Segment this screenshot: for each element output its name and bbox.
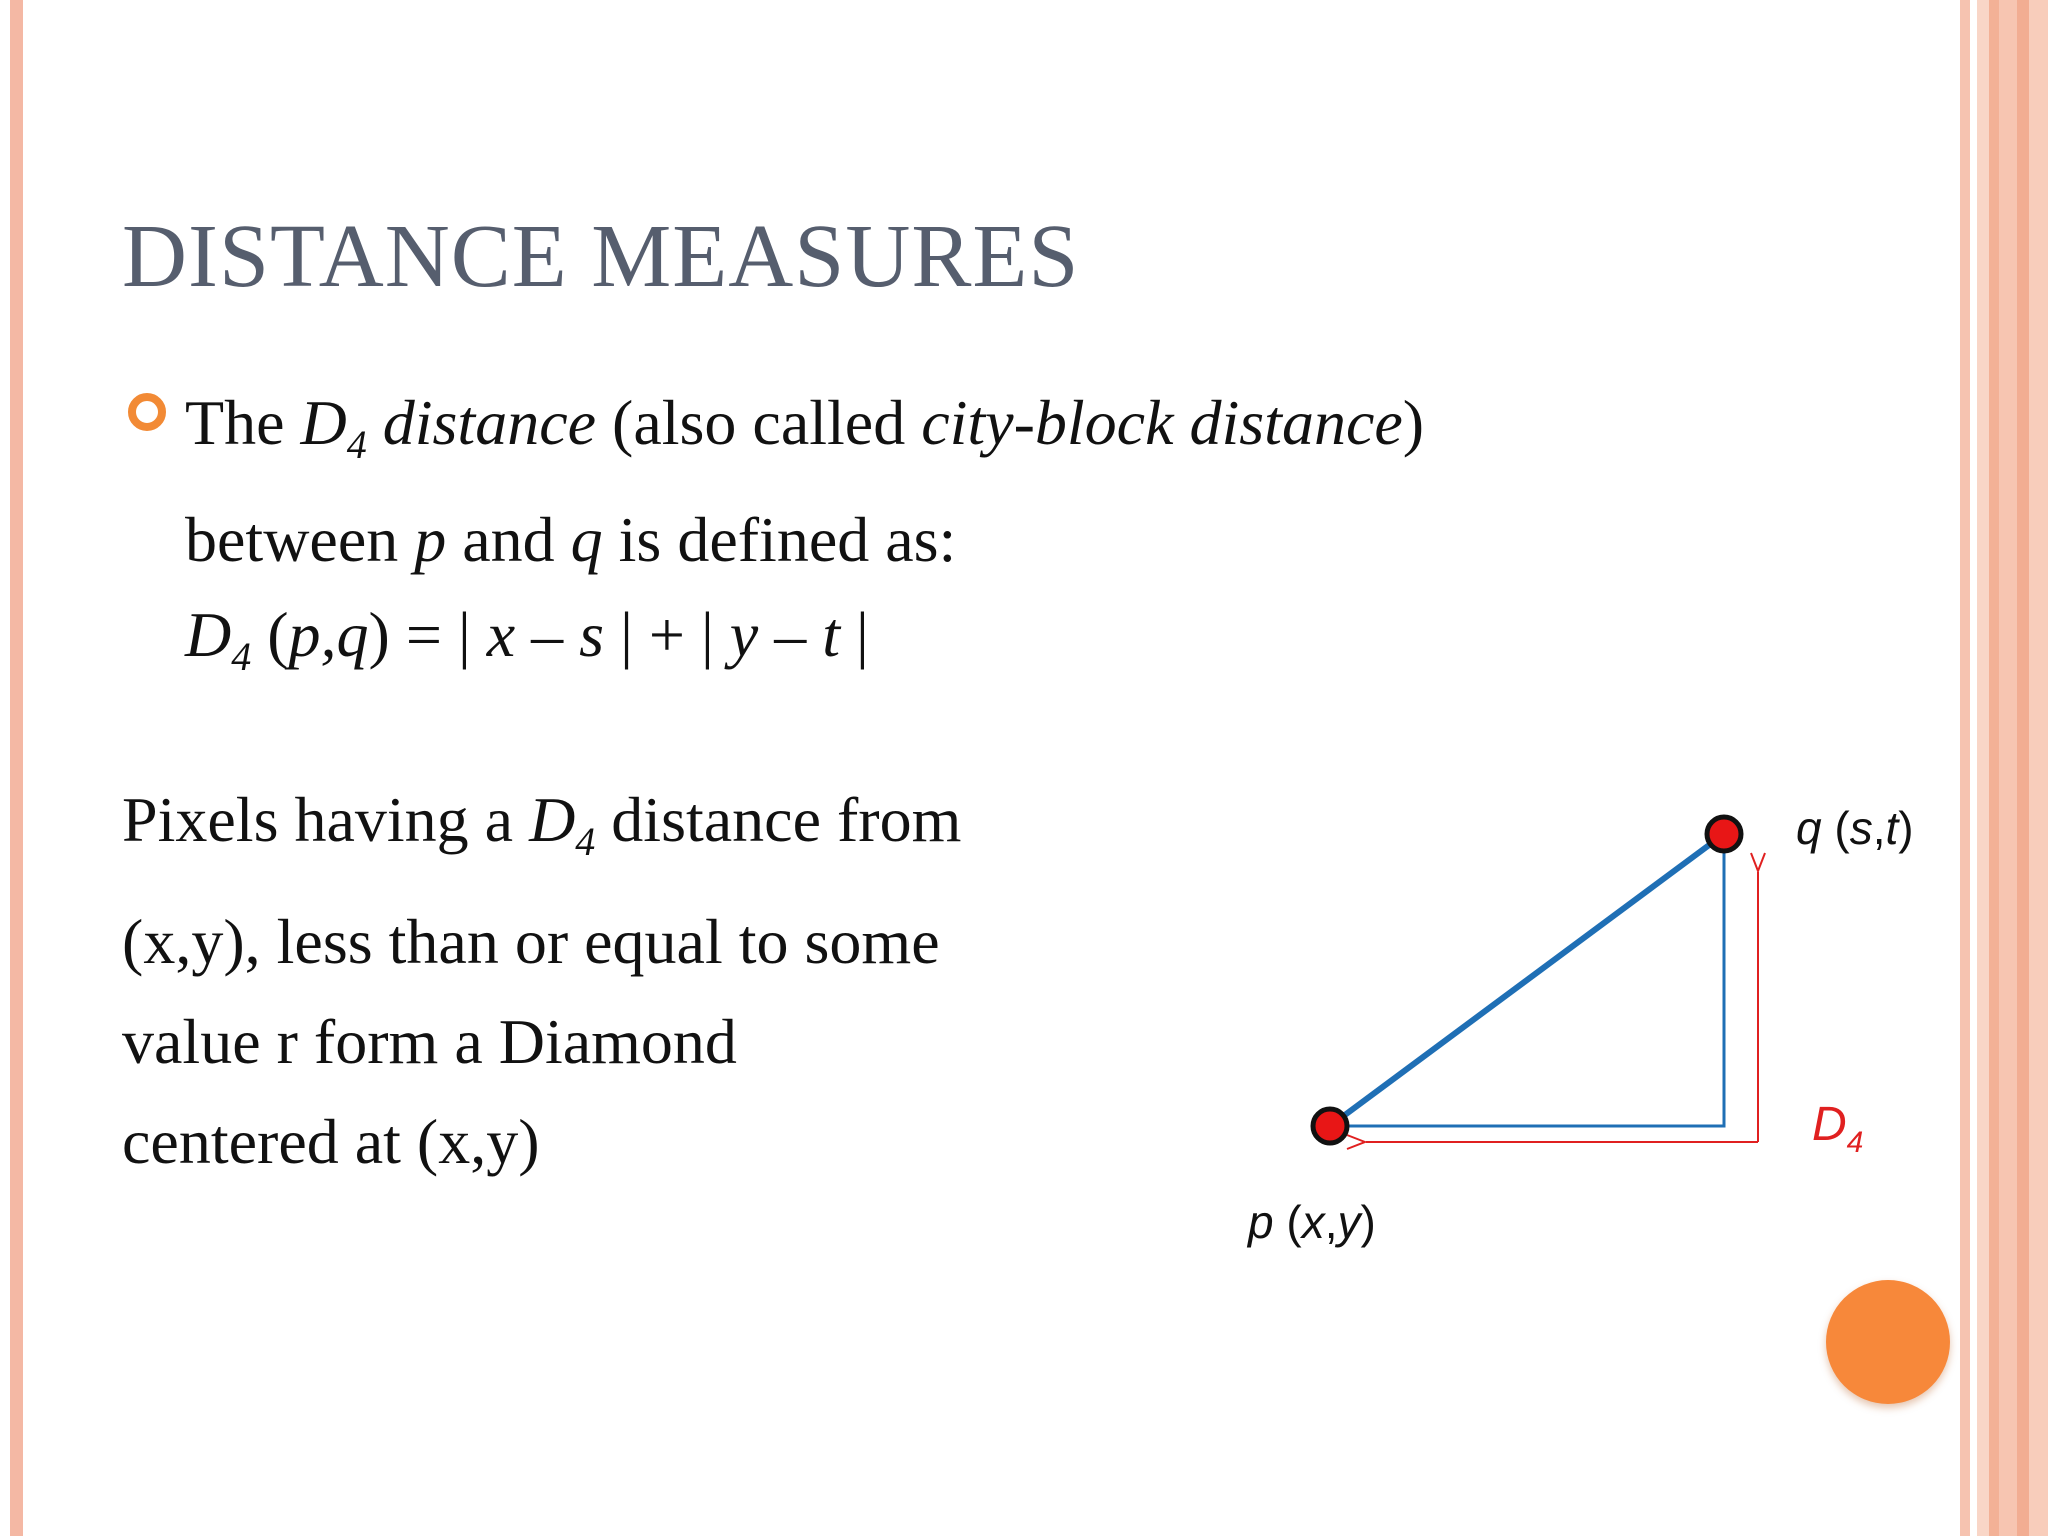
point-q [1707,817,1741,851]
bullet-line-2: between p and q is defined as: [185,504,957,575]
point-p [1313,1109,1347,1143]
para-line-3: value r form a Diamond [122,1006,737,1077]
q-label: q (s,t) [1796,802,1914,854]
para-line-1: Pixels having a $D_4$ distance from [122,784,962,864]
diamond-paragraph [122,770,1222,1192]
para-line-4: centered at (x,y) [122,1106,540,1177]
bullet-line-1: The $D_4$ distance (also called city-block distance) [185,387,1425,467]
slide-title: DISTANCE MEASURES [122,207,1080,306]
decorative-orange-circle [1826,1280,1950,1404]
bullet-text [185,375,1725,704]
right-border-stripe [1960,0,1970,1536]
para-line-2: (x,y), less than or equal to some [122,906,940,977]
d4-label: $D_4$ [1812,1098,1864,1159]
euclidean-line [1330,834,1724,1126]
p-label: p (x,y) [1248,1196,1376,1248]
left-border-stripe [10,0,23,1536]
d4-distance-diagram [1200,760,1960,1260]
bullet-ring-icon [128,393,166,431]
right-border-pattern [1977,0,2048,1536]
formula-line: $D_4$ (p,q) = | x – s | + | y – t | [185,599,869,679]
